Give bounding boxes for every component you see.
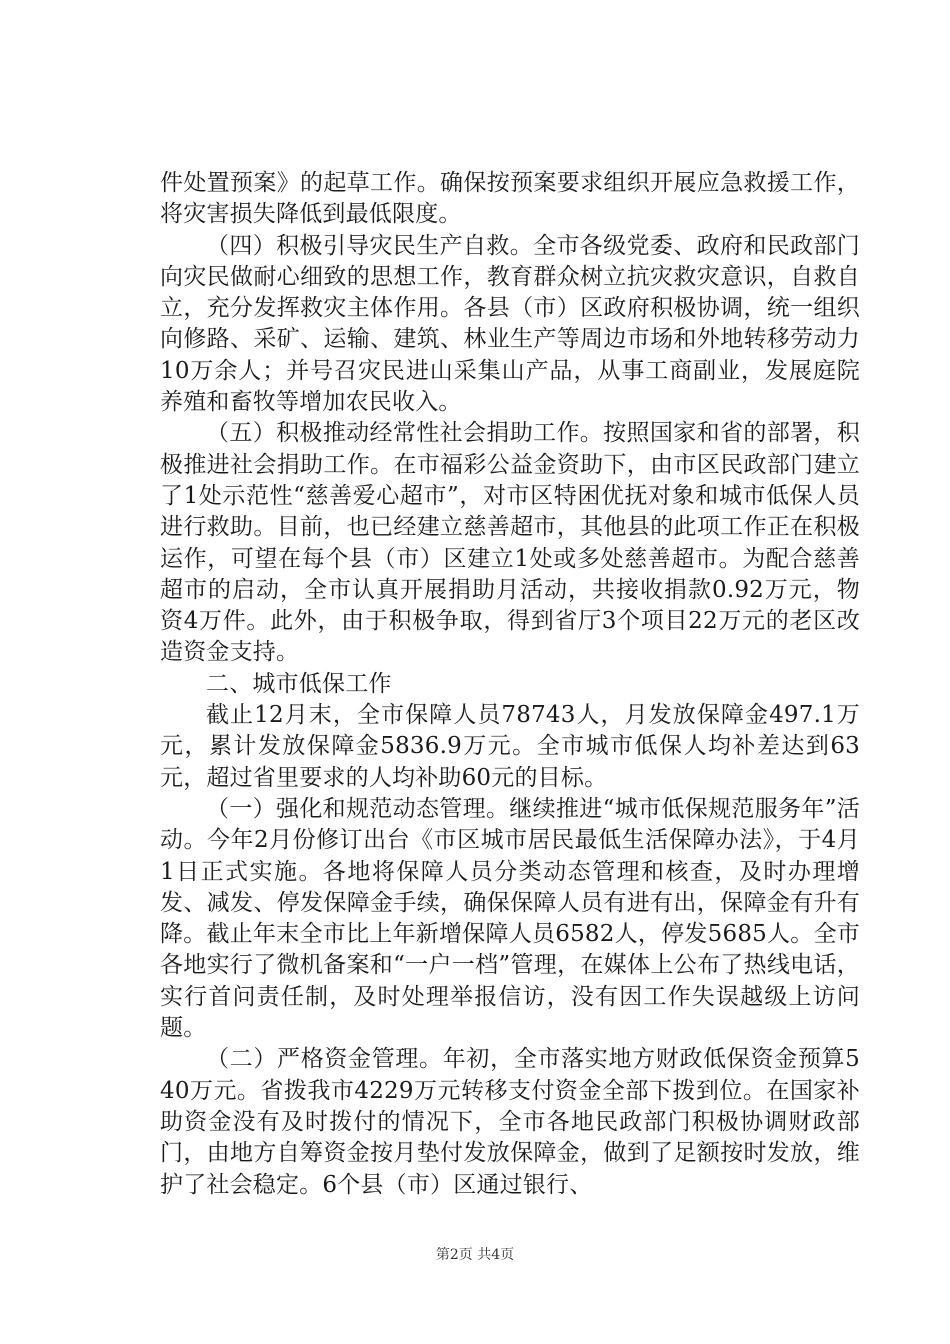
- paragraph-section-5: （五）积极推动经常性社会捐助工作。按照国家和省的部署，积极推进社会捐助工作。在市福彩公益金资助下，由市区民政部门建立了1处示范性“慈善爱心超市”，对市区特困优抚对象和城市低保人员进行救助。目前，也已经建立慈善超市，其他县的此项工作正在积极运作，可望在每个县（市）区建立1处或多处慈善超市。为配合慈善超市的启动，全市认真开展捐助月活动，共接收捐款0.92万元，物资4万件。此外，由于积极争取，得到省厅3个项目22万元的老区改造资金支持。: [160, 420, 860, 666]
- section-heading-urban-subsistence: 二、城市低保工作: [206, 670, 392, 697]
- paragraph-continuation: 件处置预案》的起草工作。确保按预案要求组织开展应急救援工作，将灾害损失降低到最低限度。: [160, 170, 860, 228]
- page-number-footer: 第2页 共4页: [435, 1247, 515, 1263]
- paragraph-section-4: （四）积极引导灾民生产自救。全市各级党委、政府和民政部门向灾民做耐心细致的思想工作，教育群众树立抗灾救灾意识，自救自立，充分发挥救灾主体作用。各县（市）区政府积极协调，统一组织向修路、采矿、运输、建筑、林业生产等周边市场和外地转移劳动力10万余人；并号召灾民进山采集山产品，从事工商副业，发展庭院养殖和畜牧等增加农民收入。: [160, 232, 860, 416]
- paragraph-subsection-1: （一）强化和规范动态管理。继续推进“城市低保规范服务年”活动。今年2月份修订出台《市区城市居民最低生活保障办法》，于4月1日正式实施。各地将保障人员分类动态管理和核查，及时办理增发、减发、停发保障金手续，确保保障人员有进有出，保障金有升有降。截止年末全市比上年新增保障人员6582人，停发5685人。全市各地实行了微机备案和“一户一档”管理，在媒体上公布了热线电话，实行首问责任制，及时处理举报信访，没有因工作失误越级上访问题。: [160, 795, 860, 1042]
- paragraph-summary-stats: 截止12月末，全市保障人员78743人，月发放保障金497.1万元，累计发放保障金5836.9万元。全市城市低保人均补差达到63元，超过省里要求的人均补助60元的目标。: [160, 702, 860, 791]
- paragraph-subsection-2: （二）严格资金管理。年初，全市落实地方财政低保资金预算540万元。省拨我市4229万元转移支付资金全部下拨到位。在国家补助资金没有及时拨付的情况下，全市各地民政部门积极协调财政部门，由地方自筹资金按月垫付发放保障金，做到了足额按时发放，维护了社会稳定。6个县（市）区通过银行、: [160, 1046, 860, 1198]
- document-body: [160, 168, 860, 1201]
